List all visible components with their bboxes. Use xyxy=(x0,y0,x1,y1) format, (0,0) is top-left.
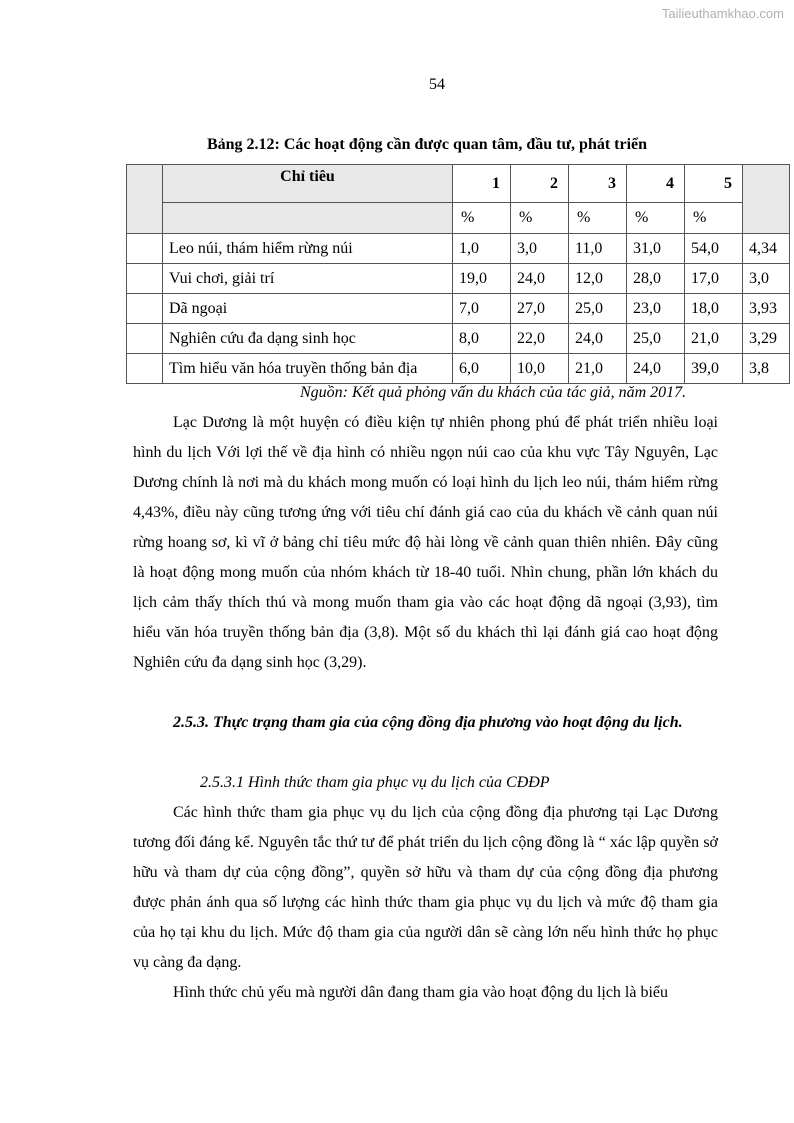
cell-value: 21,0 xyxy=(569,354,627,384)
cell-value: 23,0 xyxy=(627,294,685,324)
row-blank-cell xyxy=(127,264,163,294)
watermark: Tailieuthamkhao.com xyxy=(661,6,784,21)
table-row xyxy=(127,234,790,264)
cell-value: 11,0 xyxy=(569,234,627,264)
percent-label: % xyxy=(453,203,511,234)
percent-label: % xyxy=(685,203,743,234)
cell-value: 24,0 xyxy=(627,354,685,384)
paragraph-3: Hình thức chủ yếu mà người dân đang tham gia vào hoạt động du lịch là biểu xyxy=(173,984,669,1001)
row-blank-cell xyxy=(127,234,163,264)
activities-table xyxy=(126,164,790,384)
cell-value: 24,0 xyxy=(569,324,627,354)
cell-value: 3,0 xyxy=(511,234,569,264)
column-header-1: 1 xyxy=(453,165,511,203)
cell-mean: 3,93 xyxy=(743,294,790,324)
cell-value: 25,0 xyxy=(569,294,627,324)
table-corner-cell xyxy=(127,165,163,234)
cell-value: 12,0 xyxy=(569,264,627,294)
table-last-header-cell xyxy=(743,165,790,234)
percent-label: % xyxy=(569,203,627,234)
cell-value: 7,0 xyxy=(453,294,511,324)
row-label: Nghiên cứu đa dạng sinh học xyxy=(163,324,453,354)
cell-value: 54,0 xyxy=(685,234,743,264)
cell-value: 31,0 xyxy=(627,234,685,264)
criteria-header-blank xyxy=(163,203,453,234)
cell-value: 6,0 xyxy=(453,354,511,384)
cell-value: 28,0 xyxy=(627,264,685,294)
row-blank-cell xyxy=(127,294,163,324)
cell-mean: 3,0 xyxy=(743,264,790,294)
table-row xyxy=(127,324,790,354)
cell-value: 18,0 xyxy=(685,294,743,324)
cell-value: 27,0 xyxy=(511,294,569,324)
table-source-note: Nguồn: Kết quả phỏng vấn du khách của tác giả, năm 2017. xyxy=(300,384,687,401)
table-caption: Bảng 2.12: Các hoạt động cần được quan tâm, đầu tư, phát triển xyxy=(206,136,648,153)
page-number: 54 xyxy=(429,76,445,93)
cell-value: 17,0 xyxy=(685,264,743,294)
column-header-3: 3 xyxy=(569,165,627,203)
row-label: Leo núi, thám hiểm rừng núi xyxy=(163,234,453,264)
cell-mean: 4,34 xyxy=(743,234,790,264)
cell-mean: 3,8 xyxy=(743,354,790,384)
column-header-5: 5 xyxy=(685,165,743,203)
row-label: Tìm hiểu văn hóa truyền thống bản địa xyxy=(163,354,453,384)
row-label: Vui chơi, giải trí xyxy=(163,264,453,294)
row-blank-cell xyxy=(127,324,163,354)
cell-mean: 3,29 xyxy=(743,324,790,354)
column-header-2: 2 xyxy=(511,165,569,203)
paragraph-2: Các hình thức tham gia phục vụ du lịch của cộng đồng địa phương tại Lạc Dương tương đối đáng kể. Nguyên tắc thứ tư để phát triển du lịch cộng đồng là “ xác lập quyền sở hữu và tham dự của cộng đồng”, quyền sở hữu và tham dự của cộng đồng địa phương được phản ánh qua số lượng các hình thức tham gia phục vụ du lịch và mức độ tham gia của họ tại khu du lịch. Mức độ tham gia của người dân sẽ càng lớn nếu hình thức họ phục vụ càng đa dạng. xyxy=(133,804,718,971)
cell-value: 39,0 xyxy=(685,354,743,384)
cell-value: 19,0 xyxy=(453,264,511,294)
table-row xyxy=(127,354,790,384)
cell-value: 25,0 xyxy=(627,324,685,354)
table-row xyxy=(127,264,790,294)
cell-value: 10,0 xyxy=(511,354,569,384)
cell-value: 8,0 xyxy=(453,324,511,354)
cell-value: 1,0 xyxy=(453,234,511,264)
cell-value: 24,0 xyxy=(511,264,569,294)
criteria-header: Chỉ tiêu xyxy=(163,165,453,203)
subsection-heading: 2.5.3.1 Hình thức tham gia phục vụ du lịch của CĐĐP xyxy=(200,774,550,791)
column-header-4: 4 xyxy=(627,165,685,203)
row-blank-cell xyxy=(127,354,163,384)
section-heading: 2.5.3. Thực trạng tham gia của cộng đồng địa phương vào hoạt động du lịch. xyxy=(173,714,683,731)
cell-value: 21,0 xyxy=(685,324,743,354)
row-label: Dã ngoại xyxy=(163,294,453,324)
percent-label: % xyxy=(511,203,569,234)
percent-label: % xyxy=(627,203,685,234)
cell-value: 22,0 xyxy=(511,324,569,354)
table-row xyxy=(127,294,790,324)
paragraph-1: Lạc Dương là một huyện có điều kiện tự nhiên phong phú để phát triển nhiều loại hình du lịch Với lợi thế về địa hình có nhiều ngọn núi cao của khu vực Tây Nguyên, Lạc Dương chính là nơi mà du khách mong muốn có loại hình du lịch leo núi, thám hiểm rừng 4,43%, điều này cũng tương ứng với tiêu chí đánh giá cao của du khách về cảnh quan núi rừng hoang sơ, kì vĩ ở bảng chỉ tiêu mức độ hài lòng về cảnh quan thiên nhiên. Đây cũng là hoạt động mong muốn của nhóm khách từ 18-40 tuổi. Nhìn chung, phần lớn khách du lịch cảm thấy thích thú và mong muốn tham gia vào các hoạt động dã ngoại (3,93), tìm hiểu văn hóa truyền thống bản địa (3,8). Một số du khách thì lại đánh giá cao hoạt động Nghiên cứu đa dạng sinh học (3,29). xyxy=(133,414,718,671)
